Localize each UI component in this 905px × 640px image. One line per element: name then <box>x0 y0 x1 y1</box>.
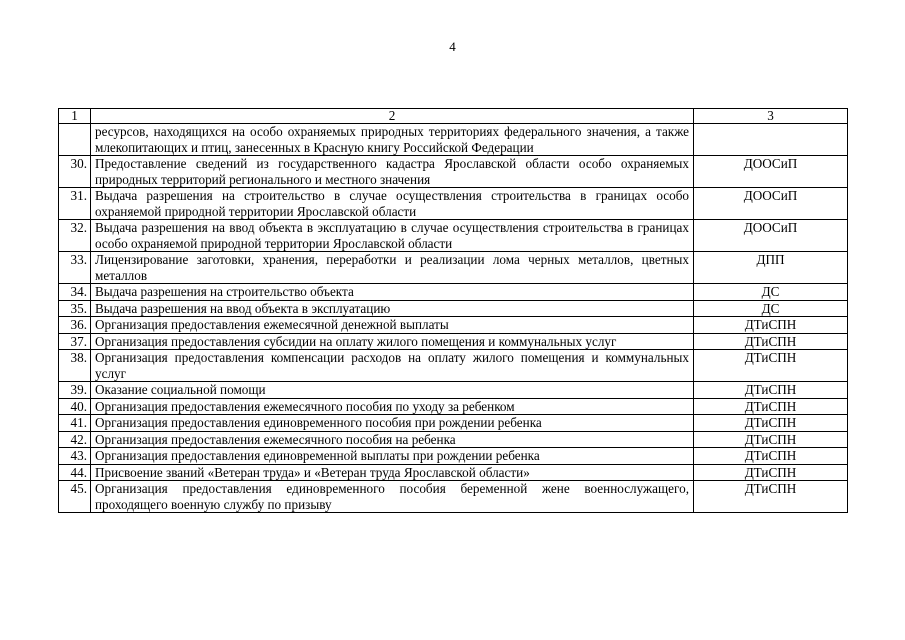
department-code: ДТиСПН <box>694 333 848 350</box>
department-code: ДТиСПН <box>694 448 848 465</box>
column-header-3: 3 <box>694 109 848 124</box>
department-code: ДС <box>694 300 848 317</box>
service-description: Организация предоставления единовременного пособия при рождении ребенка <box>91 415 694 432</box>
service-description: ресурсов, находящихся на особо охраняемых природных территориях федерального значения, а также млекопитающих и птиц, занесенных в Красную книгу Российской Федерации <box>91 124 694 156</box>
service-description: Оказание социальной помощи <box>91 382 694 399</box>
row-number: 41. <box>59 415 91 432</box>
department-code: ДТиСПН <box>694 415 848 432</box>
department-code: ДТиСПН <box>694 398 848 415</box>
service-description: Выдача разрешения на ввод объекта в эксплуатацию в случае осуществления строительства в границах особо охраняемой природной территории Ярославской области <box>91 220 694 252</box>
table-row <box>59 398 848 415</box>
table-row <box>59 124 848 156</box>
table-row <box>59 284 848 301</box>
table-row <box>59 350 848 382</box>
table-header <box>59 109 848 124</box>
service-description: Выдача разрешения на строительство объекта <box>91 284 694 301</box>
table-row <box>59 317 848 334</box>
department-code: ДТиСПН <box>694 350 848 382</box>
table-row <box>59 464 848 481</box>
row-number: 34. <box>59 284 91 301</box>
row-number: 35. <box>59 300 91 317</box>
row-number <box>59 124 91 156</box>
page-number: 4 <box>449 39 456 54</box>
service-description: Предоставление сведений из государственного кадастра Ярославской области особо охраняемых природных территорий регионального и местного значения <box>91 156 694 188</box>
row-number: 30. <box>59 156 91 188</box>
service-description: Организация предоставления компенсации расходов на оплату жилого помещения и коммунальных услуг <box>91 350 694 382</box>
table-row <box>59 252 848 284</box>
service-description: Присвоение званий «Ветеран труда» и «Ветеран труда Ярославской области» <box>91 464 694 481</box>
row-number: 37. <box>59 333 91 350</box>
service-description: Организация предоставления ежемесячного пособия на ребенка <box>91 431 694 448</box>
row-number: 36. <box>59 317 91 334</box>
department-code: ДТиСПН <box>694 382 848 399</box>
row-number: 40. <box>59 398 91 415</box>
table-row <box>59 481 848 513</box>
department-code: ДТиСПН <box>694 464 848 481</box>
row-number: 43. <box>59 448 91 465</box>
table-body <box>59 124 848 513</box>
department-code: ДС <box>694 284 848 301</box>
department-code: ДТиСПН <box>694 431 848 448</box>
header-row <box>59 109 848 124</box>
department-code: ДТиСПН <box>694 481 848 513</box>
table-row <box>59 156 848 188</box>
service-description: Выдача разрешения на строительство в случае осуществления строительства в границах особо охраняемой природной территории Ярославской области <box>91 188 694 220</box>
service-description: Организация предоставления единовременного пособия беременной жене военнослужащего, проходящего военную службу по призыву <box>91 481 694 513</box>
service-description: Организация предоставления субсидии на оплату жилого помещения и коммунальных услуг <box>91 333 694 350</box>
row-number: 42. <box>59 431 91 448</box>
services-table <box>58 108 848 513</box>
table-row <box>59 448 848 465</box>
row-number: 32. <box>59 220 91 252</box>
table-row <box>59 431 848 448</box>
table-row <box>59 382 848 399</box>
service-description: Организация предоставления единовременной выплаты при рождении ребенка <box>91 448 694 465</box>
service-description: Организация предоставления ежемесячной денежной выплаты <box>91 317 694 334</box>
table-row <box>59 333 848 350</box>
department-code: ДООСиП <box>694 188 848 220</box>
row-number: 31. <box>59 188 91 220</box>
service-description: Лицензирование заготовки, хранения, переработки и реализации лома черных металлов, цветных металлов <box>91 252 694 284</box>
service-description: Выдача разрешения на ввод объекта в эксплуатацию <box>91 300 694 317</box>
row-number: 45. <box>59 481 91 513</box>
department-code: ДООСиП <box>694 220 848 252</box>
department-code: ДПП <box>694 252 848 284</box>
row-number: 39. <box>59 382 91 399</box>
row-number: 38. <box>59 350 91 382</box>
department-code: ДООСиП <box>694 156 848 188</box>
column-header-1: 1 <box>59 109 91 124</box>
row-number: 33. <box>59 252 91 284</box>
department-code: ДТиСПН <box>694 317 848 334</box>
department-code <box>694 124 848 156</box>
table-row <box>59 188 848 220</box>
row-number: 44. <box>59 464 91 481</box>
table-row <box>59 415 848 432</box>
table-row <box>59 300 848 317</box>
table-row <box>59 220 848 252</box>
service-description: Организация предоставления ежемесячного пособия по уходу за ребенком <box>91 398 694 415</box>
column-header-2: 2 <box>91 109 694 124</box>
